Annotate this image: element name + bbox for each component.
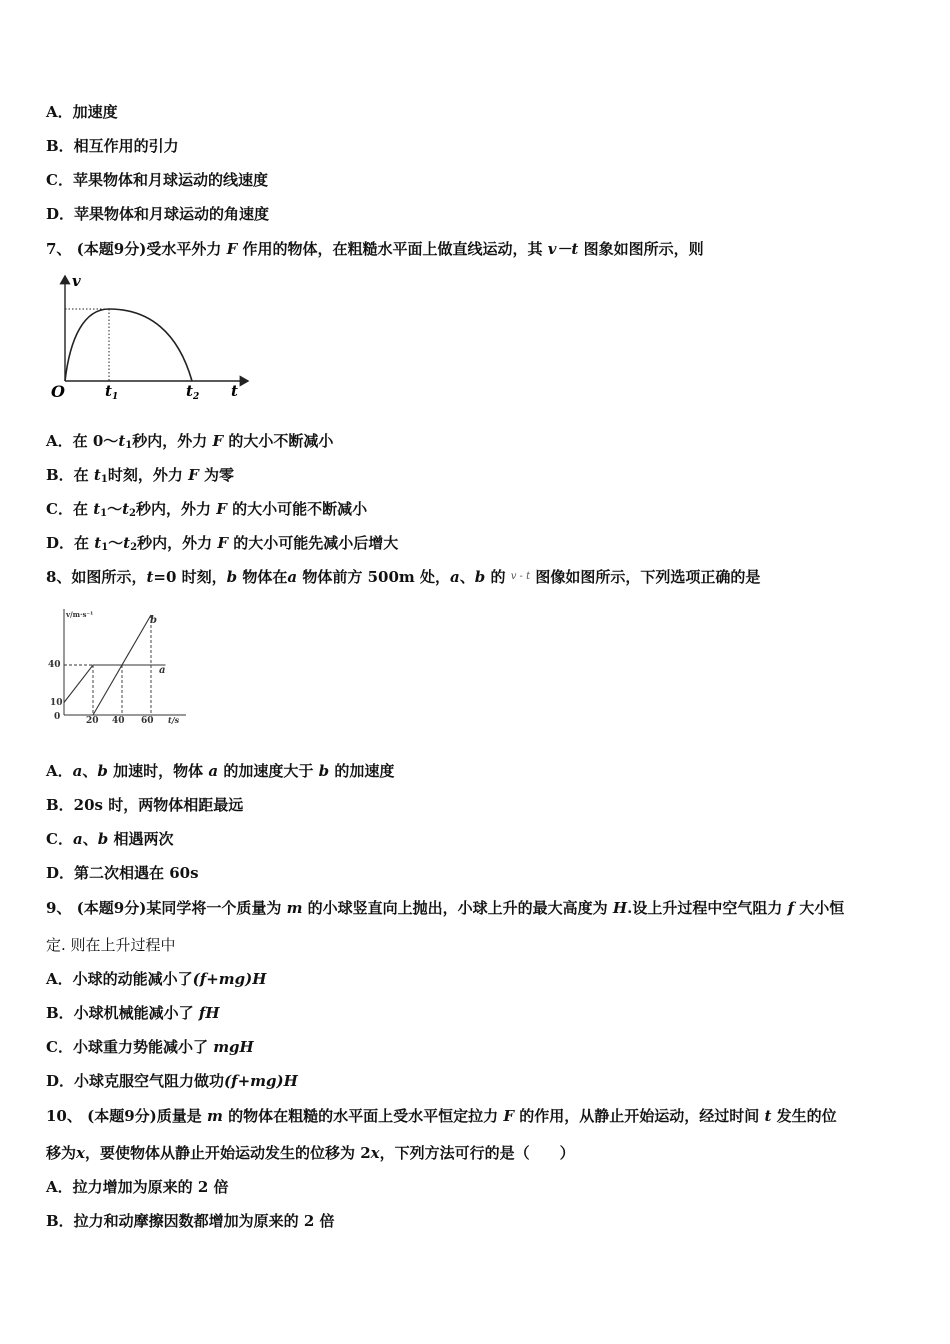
q8-xtick-20: 20 (86, 716, 99, 726)
q8-axes (64, 609, 186, 715)
q7-stem: 7、 (本题9分)受水平外力 F 作用的物体，在粗糙水平面上做直线运动，其 v－t 图象如图所示，则 (46, 240, 704, 258)
q10-stem-line2: 移为x，要使物体从静止开始运动发生的位移为 2x，下列方法可行的是（ ） (46, 1144, 575, 1162)
q8-option-d: D．第二次相遇在 60s (46, 864, 199, 882)
q7-v-label: v (72, 272, 81, 290)
q8-ylabel: v/m·s⁻¹ (66, 610, 94, 619)
q9-stem-line2: 定. 则在上升过程中 (46, 936, 176, 954)
q8-option-b: B．20s 时，两物体相距最远 (46, 796, 244, 814)
q9-option-b: B．小球机械能减小了 fH (46, 1004, 220, 1022)
q6-option-b: B．相互作用的引力 (46, 137, 179, 155)
q6-option-d: D．苹果物体和月球运动的角速度 (46, 205, 270, 223)
q8-option-c: C．a、b 相遇两次 (46, 830, 174, 848)
q7-t2-label: $t_2$ (186, 382, 200, 402)
q10-option-b: B．拉力和动摩擦因数都增加为原来的 2 倍 (46, 1212, 335, 1230)
q8-series-b-label: b (150, 615, 157, 626)
q7-origin-label: O (51, 382, 65, 401)
q8-option-a: A．a、b 加速时，物体 a 的加速度大于 b 的加速度 (46, 762, 395, 780)
q8-xlabel: t/s (168, 715, 180, 725)
q8-ytick-40: 40 (48, 660, 61, 670)
q8-series-a-line (64, 665, 166, 703)
q7-t-label: t (231, 382, 238, 400)
q9-option-d: D．小球克服空气阻力做功(f+mg)H (46, 1072, 298, 1090)
q9-stem-line1: 9、 (本题9分)某同学将一个质量为 m 的小球竖直向上抛出，小球上升的最大高度为 H.设上升过程中空气阻力 f 大小恒 (46, 899, 845, 917)
q7-option-b: B．在 t1时刻，外力 F 为零 (46, 466, 234, 485)
q8-vt-chart (46, 603, 196, 728)
q7-option-d: D．在 t1～t2秒内，外力 F 的大小可能先减小后增大 (46, 534, 399, 553)
q7-option-c: C．在 t1～t2秒内，外力 F 的大小可能不断减小 (46, 500, 368, 519)
q7-t1-label: $t_1$ (105, 382, 119, 402)
q8-series-a-label: a (159, 665, 166, 676)
q7-vt-graph (46, 268, 256, 406)
q6-option-c: C．苹果物体和月球运动的线速度 (46, 171, 268, 189)
q7-option-a: A．在 0～t1秒内，外力 F 的大小不断减小 (46, 432, 334, 451)
q8-xtick-60: 60 (141, 716, 154, 726)
q6-option-a: A．加速度 (46, 103, 118, 121)
q8-origin: 0 (54, 712, 61, 722)
q8-xtick-40: 40 (112, 716, 125, 726)
q9-option-a: A．小球的动能减小了(f+mg)H (46, 970, 267, 988)
q10-option-a: A．拉力增加为原来的 2 倍 (46, 1178, 229, 1196)
q10-stem-line1: 10、 (本题9分)质量是 m 的物体在粗糙的水平面上受水平恒定拉力 F 的作用，从静止开始运动，经过时间 t 发生的位 (46, 1107, 837, 1125)
q8-ytick-10: 10 (50, 698, 63, 708)
q8-stem: 8、如图所示，t=0 时刻，b 物体在a 物体前方 500m 处，a、b 的 $^{v - t}$ 图像如图所示，下列选项正确的是 (46, 568, 761, 586)
q7-vt-curve (65, 309, 192, 381)
q9-option-c: C．小球重力势能减小了 mgH (46, 1038, 254, 1056)
